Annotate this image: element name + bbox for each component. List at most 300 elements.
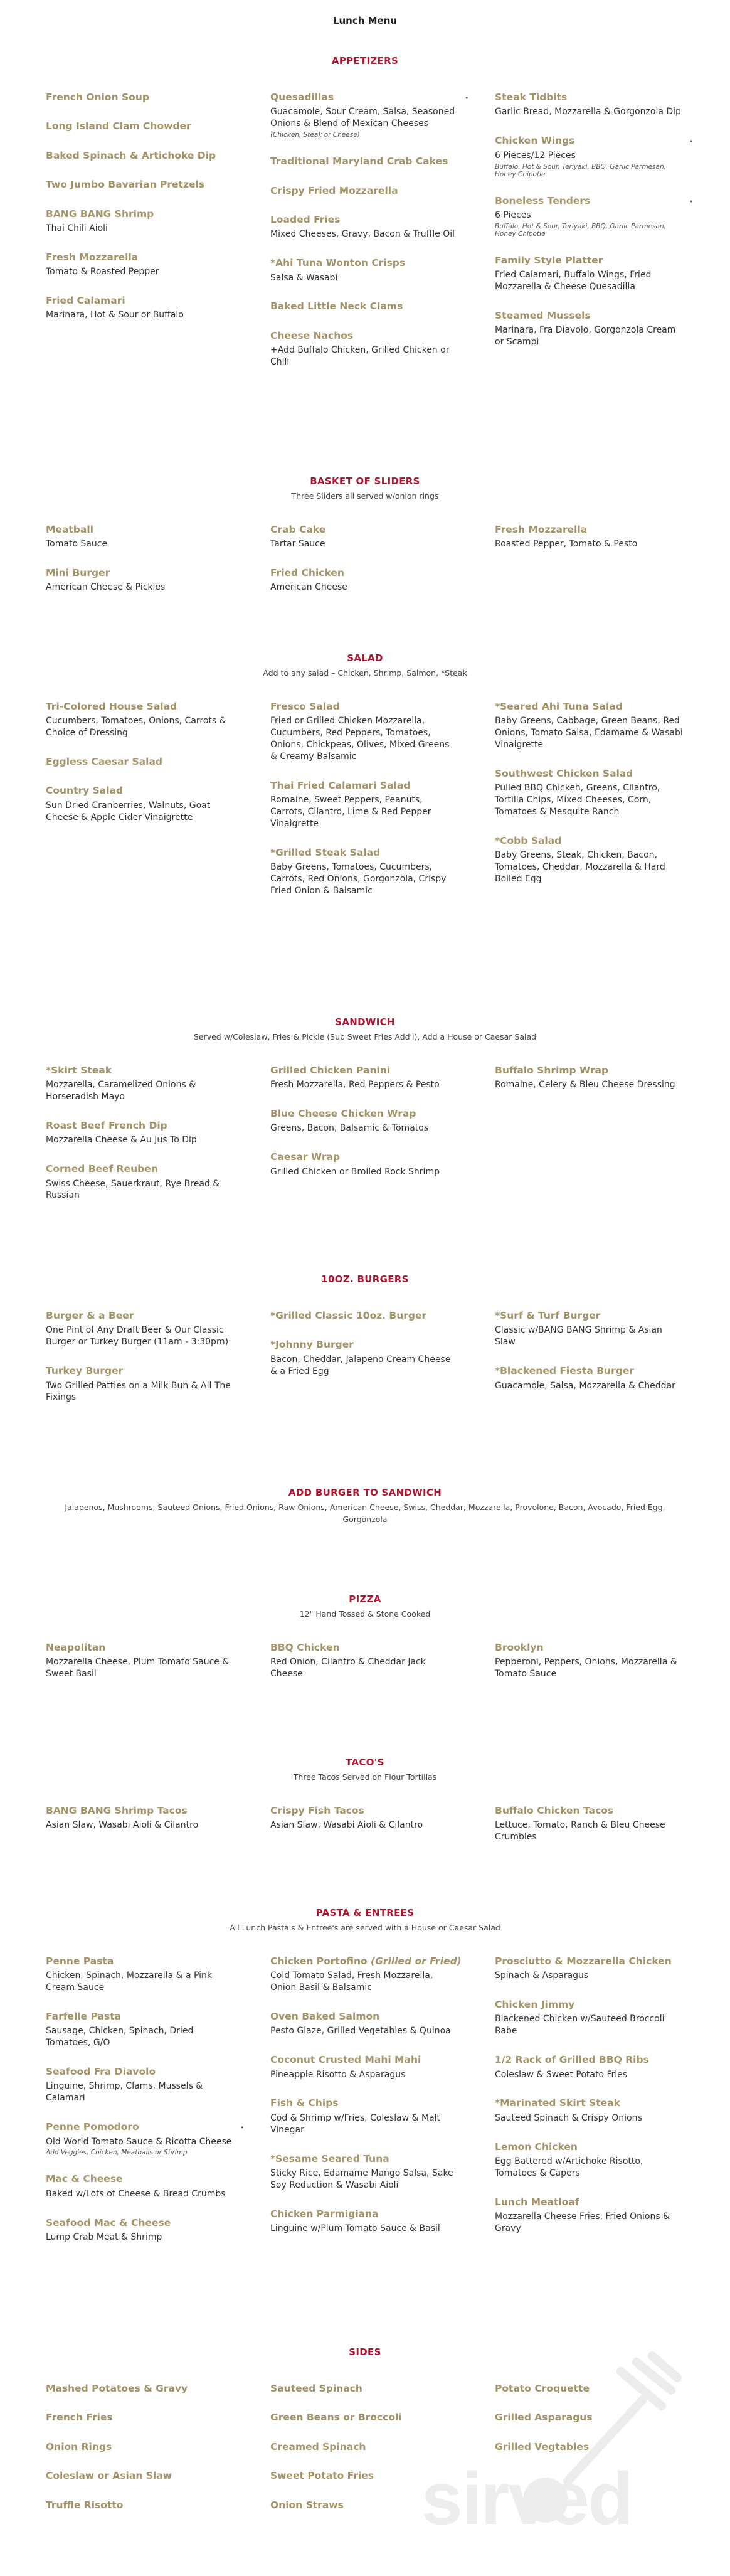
item-name	[46, 2499, 270, 2511]
item-name-text: Neapolitan	[46, 1641, 106, 1653]
item-description: Spinach & Asparagus	[495, 1971, 589, 1981]
menu-item	[495, 1642, 683, 1680]
menu-item	[46, 2383, 270, 2395]
item-name-text: Burger & a Beer	[46, 1310, 134, 1321]
menu-item	[270, 1956, 495, 1994]
item-description: Asian Slaw, Wasabi Aioli & Cilantro	[270, 1820, 423, 1831]
menu-item	[270, 2208, 495, 2235]
menu-column	[46, 1956, 270, 2260]
item-name	[46, 150, 270, 162]
menu-item	[46, 2173, 270, 2200]
item-name-text: Chicken Wings	[495, 135, 575, 147]
item-description: Garlic Bread, Mozzarella & Gorgonzola Dip	[495, 107, 681, 117]
menu-item	[270, 156, 495, 168]
item-name-text: Prosciutto & Mozzarella Chicken	[495, 1955, 672, 1967]
item-name	[495, 1805, 683, 1817]
menu-column	[46, 1642, 270, 1697]
item-name-text: Potato Croquette	[495, 2383, 590, 2394]
section-header	[0, 1594, 730, 1621]
item-description: Cucumbers, Tomatoes, Onions, Carrots & Choice of Dressing	[46, 716, 226, 738]
item-name	[46, 524, 270, 536]
menu-item	[495, 2196, 683, 2235]
menu-column	[46, 92, 270, 385]
item-name	[495, 1365, 683, 1377]
item-name	[495, 92, 683, 104]
section-pasta-entrees	[0, 1907, 730, 2260]
item-name	[495, 1999, 683, 2011]
item-name-text: Fried Chicken	[270, 567, 344, 579]
item-description: Marinara, Hot & Sour or Buffalo	[46, 310, 184, 321]
menu-column	[495, 1642, 683, 1697]
item-name	[495, 1310, 683, 1322]
item-columns	[46, 1956, 692, 2260]
item-name-text: Chicken Portofino	[270, 1955, 368, 1967]
item-name-text: Thai Fried Calamari Salad	[270, 779, 411, 791]
item-name	[270, 2208, 495, 2220]
menu-item	[46, 150, 270, 162]
menu-item	[46, 2441, 270, 2453]
section-taco-s	[0, 1757, 730, 1860]
section-basket-of-sliders	[0, 476, 730, 610]
item-name-text: Family Style Platter	[495, 254, 603, 266]
item-name-text: Coconut Crusted Mahi Mahi	[270, 2054, 421, 2066]
item-description: Sausage, Chicken, Spinach, Dried Tomatoes, G/O	[46, 2026, 194, 2048]
menu-item	[46, 179, 270, 191]
item-description: Mozzarella Cheese & Au Jus To Dip	[46, 1135, 197, 1146]
menu-item	[270, 185, 495, 197]
item-description: Sun Dried Cranberries, Walnuts, Goat Cheese & Apple Cider Vinaigrette	[46, 800, 211, 822]
section-add-burger-to-sandwich	[0, 1487, 730, 1547]
item-name	[46, 1642, 270, 1654]
menu-item	[46, 701, 270, 739]
item-description: One Pint of Any Draft Beer & Our Classic Burger or Turkey Burger (11am - 3:30pm)	[46, 1325, 229, 1348]
item-description: Pesto Glaze, Grilled Vegetables & Quinoa	[270, 2026, 451, 2036]
menu-column	[270, 92, 495, 385]
menu-item	[495, 255, 683, 293]
item-name-text: BANG BANG Shrimp Tacos	[46, 1804, 188, 1816]
item-name	[46, 1956, 270, 1967]
item-name-text: Southwest Chicken Salad	[495, 767, 633, 779]
item-description: Chicken, Spinach, Mozzarella & a Pink Cream Sauce	[46, 1971, 213, 1993]
item-description: 6 Pieces	[495, 210, 531, 220]
item-description: Cod & Shrimp w/Fries, Coleslaw & Malt Vinegar	[270, 2112, 440, 2135]
item-name	[270, 1108, 495, 1120]
menu-item	[46, 295, 270, 321]
item-name-text: Loaded Fries	[270, 213, 341, 225]
item-name	[270, 524, 495, 536]
item-description: Fried Calamari, Buffalo Wings, Fried Mozzarella & Cheese Quesadilla	[495, 270, 652, 292]
menu-item	[270, 524, 495, 550]
menu-item	[495, 2141, 683, 2179]
item-description: +Add Buffalo Chicken, Grilled Chicken or Chili	[270, 345, 450, 368]
item-name	[46, 756, 270, 768]
menu-item	[495, 135, 694, 178]
menu-item	[495, 1065, 683, 1091]
menu-item	[495, 1365, 683, 1392]
menu-item	[270, 1339, 495, 1377]
menu-item	[270, 330, 495, 368]
item-columns	[46, 524, 692, 611]
item-name	[270, 1956, 495, 1967]
item-description: Coleslaw & Sweet Potato Fries	[495, 2069, 628, 2080]
item-note: Add Veggies, Chicken, Meatballs or Shrimp	[46, 2149, 188, 2157]
item-name-text: 1/2 Rack of Grilled BBQ Ribs	[495, 2054, 649, 2066]
item-name	[270, 185, 495, 197]
item-name-text: Lemon Chicken	[495, 2141, 578, 2153]
item-description: Pineapple Risotto & Asparagus	[270, 2069, 406, 2080]
item-name	[46, 179, 270, 191]
item-name	[270, 1339, 495, 1351]
item-name	[46, 295, 270, 307]
item-name	[270, 301, 495, 312]
item-description: Baby Greens, Steak, Chicken, Bacon, Tomatoes, Cheddar, Mozzarella & Hard Boiled Egg	[495, 850, 665, 884]
section-header	[0, 55, 730, 67]
item-name	[495, 2097, 683, 2109]
menu-item	[46, 1310, 270, 1348]
section-sandwich	[0, 1016, 730, 1218]
item-description: Lump Crab Meat & Shrimp	[46, 2232, 162, 2243]
item-columns	[46, 1310, 692, 1420]
item-description: Pulled BBQ Chicken, Greens, Cilantro, Tortilla Chips, Mixed Cheeses, Corn, Tomatoes & Mesquite Ranch	[495, 783, 660, 817]
item-name	[270, 2011, 495, 2023]
item-description: Lettuce, Tomato, Ranch & Bleu Cheese Crumbles	[495, 1820, 665, 1843]
item-name-text: Oven Baked Salmon	[270, 2010, 380, 2022]
item-description: Linguine, Shrimp, Clams, Mussels & Calamari	[46, 2081, 203, 2104]
item-name-text: *Marinated Skirt Steak	[495, 2097, 620, 2109]
item-description: Bacon, Cheddar, Jalapeno Cream Cheese & a Fried Egg	[270, 1354, 451, 1376]
menu-column	[495, 1956, 683, 2260]
menu-item	[270, 701, 495, 763]
section-subtitle: Served w/Coleslaw, Fries & Pickle (Sub Sweet Fries Add'l), Add a House or Caesar Salad	[193, 1032, 537, 1041]
item-name-text: Grilled Vegtables	[495, 2440, 590, 2452]
item-name-text: Seafood Mac & Cheese	[46, 2217, 171, 2228]
item-description: Mixed Cheeses, Gravy, Bacon & Truffle Oil	[270, 229, 455, 240]
item-name-text: Buffalo Shrimp Wrap	[495, 1064, 609, 1076]
bullet-mark: •	[240, 2124, 245, 2132]
item-name-text: Turkey Burger	[46, 1365, 124, 1377]
item-description: Mozzarella, Caramelized Onions & Horseradish Mayo	[46, 1080, 196, 1102]
section-header	[0, 1757, 730, 1784]
menu-item	[270, 780, 495, 830]
item-description: Sauteed Spinach & Crispy Onions	[495, 2112, 642, 2123]
menu-item	[46, 785, 270, 823]
item-name-text: *Skirt Steak	[46, 1064, 112, 1076]
section-title: SALAD	[347, 652, 383, 664]
item-name-text: French Fries	[46, 2412, 113, 2424]
item-name-text: Penne Pasta	[46, 1955, 114, 1967]
item-name-text: Crispy Fried Mozzarella	[270, 184, 398, 196]
section-title: 10OZ. BURGERS	[321, 1274, 409, 1285]
section-title: SANDWICH	[335, 1016, 395, 1028]
item-name-text: French Onion Soup	[46, 92, 149, 103]
menu-item	[46, 2470, 270, 2482]
item-name-text: *Seared Ahi Tuna Salad	[495, 700, 623, 712]
menu-item	[46, 2217, 270, 2243]
menu-item	[270, 2054, 495, 2080]
item-name-text: Lunch Meatloaf	[495, 2196, 579, 2208]
item-description: Guacamole, Sour Cream, Salsa, Seasoned Onions & Blend of Mexican Cheeses	[270, 107, 455, 129]
item-name	[270, 701, 495, 713]
item-description: Mozzarella Cheese Fries, Fried Onions & Gravy	[495, 2211, 670, 2234]
menu-item	[46, 1365, 270, 1403]
item-name-text: Corned Beef Reuben	[46, 1163, 158, 1175]
item-description: Greens, Bacon, Balsamic & Tomatos	[270, 1123, 429, 1134]
section-subtitle: All Lunch Pasta's & Entree's are served with a House or Caesar Salad	[230, 1923, 500, 1932]
menu-item	[46, 1120, 270, 1146]
item-name-text: *Surf & Turf Burger	[495, 1310, 601, 1321]
section-subtitle: 12" Hand Tossed & Stone Cooked	[299, 1609, 431, 1619]
menu-column	[46, 1805, 270, 1860]
item-name	[46, 252, 270, 263]
item-name-text: Country Salad	[46, 785, 124, 797]
item-name-text: Baked Little Neck Clams	[270, 301, 403, 312]
item-name	[46, 2066, 270, 2078]
section-subtitle: Jalapenos, Mushrooms, Sauteed Onions, Fried Onions, Raw Onions, American Cheese, Swiss, Cheddar, Mozzarella, Provolone, Bacon, Avocado, Fried Egg, Gorgonzola	[65, 1503, 665, 1524]
menu-item	[495, 2054, 683, 2080]
menu-column	[46, 2383, 270, 2528]
item-name-text: Chicken Parmigiana	[270, 2208, 379, 2220]
item-description: Swiss Cheese, Sauerkraut, Rye Bread & Russian	[46, 1178, 220, 1201]
menu-column	[495, 1310, 683, 1420]
menu-item	[46, 2121, 270, 2156]
item-name-text: BANG BANG Shrimp	[46, 208, 154, 220]
item-name-text: Steak Tidbits	[495, 92, 568, 103]
item-name	[270, 92, 495, 104]
item-name-text: Seafood Fra Diavolo	[46, 2066, 156, 2078]
menu-column	[46, 524, 270, 611]
bullet-mark: •	[465, 94, 469, 102]
menu-column	[270, 1956, 495, 2260]
item-name	[495, 310, 683, 322]
item-description: Sticky Rice, Edamame Mango Salsa, Sake Soy Reduction & Wasabi Aioli	[270, 2168, 453, 2190]
menu-item	[46, 567, 270, 593]
section-subtitle: Add to any salad – Chicken, Shrimp, Salmon, *Steak	[263, 668, 467, 678]
menu-column	[495, 1805, 683, 1860]
item-description: Cold Tomato Salad, Fresh Mozzarella, Onion Basil & Balsamic	[270, 1971, 433, 1993]
item-name	[270, 214, 495, 226]
menu-item	[270, 1642, 495, 1680]
item-name-text: Green Beans or Broccoli	[270, 2412, 402, 2424]
item-name	[270, 2054, 495, 2066]
item-name	[46, 2470, 270, 2482]
section-title: SIDES	[349, 2346, 381, 2358]
item-description: Baby Greens, Cabbage, Green Beans, Red Onions, Tomato Salsa, Edamame & Wasabi Vinaigrette	[495, 716, 683, 750]
item-name-text: Fish & Chips	[270, 2097, 339, 2109]
item-note: Buffalo, Hot & Sour, Teriyaki, BBQ, Garlic Parmesan, Honey Chipotle	[495, 222, 666, 238]
item-description: Tomato & Roasted Pepper	[46, 267, 159, 277]
item-description: Egg Battered w/Artichoke Risotto, Tomatoes & Capers	[495, 2156, 643, 2178]
item-name	[46, 2412, 270, 2424]
menu-item	[46, 92, 270, 104]
menu-item	[495, 835, 683, 885]
item-description: Romaine, Sweet Peppers, Peanuts, Carrots, Cilantro, Lime & Red Pepper Vinaigrette	[270, 795, 431, 829]
item-name	[270, 1151, 495, 1163]
menu-item	[46, 2066, 270, 2104]
bullet-mark: •	[689, 197, 694, 206]
item-name	[46, 2173, 270, 2185]
item-name-text: *Grilled Steak Salad	[270, 846, 381, 858]
item-name-text: *Sesame Seared Tuna	[270, 2153, 389, 2164]
menu-item	[270, 301, 495, 312]
page-title: Lunch Menu	[332, 15, 398, 26]
section-title: TACO'S	[346, 1757, 384, 1768]
menu-item	[495, 701, 683, 751]
item-name-text: Brooklyn	[495, 1641, 544, 1653]
menu-item	[270, 257, 495, 284]
menu-item	[46, 1065, 270, 1103]
item-name-text: Fried Calamari	[46, 295, 125, 307]
item-name	[495, 768, 683, 780]
item-columns	[46, 1065, 692, 1219]
item-description: 6 Pieces/12 Pieces	[495, 150, 576, 161]
item-name-text: Two Jumbo Bavarian Pretzels	[46, 179, 205, 191]
menu-item	[46, 208, 270, 235]
menu-item	[495, 1956, 683, 1982]
menu-item	[46, 1163, 270, 1201]
item-name	[270, 156, 495, 168]
item-name	[495, 255, 683, 267]
item-name	[46, 92, 270, 104]
item-name	[46, 1805, 270, 1817]
item-name-text: Sweet Potato Fries	[270, 2470, 374, 2482]
menu-column	[270, 701, 495, 914]
menu-item	[46, 756, 270, 768]
item-name	[495, 2196, 683, 2208]
item-name	[495, 2141, 683, 2153]
section-header	[0, 1487, 730, 1526]
item-description: Fried or Grilled Chicken Mozzarella, Cucumbers, Red Peppers, Tomatoes, Onions, Chickpeas, Olives, Mixed Greens & Creamy Balsamic	[270, 716, 450, 762]
item-name-text: Chicken Jimmy	[495, 1999, 575, 2011]
item-columns	[46, 701, 692, 914]
item-description: Salsa & Wasabi	[270, 272, 338, 283]
item-name-text: Baked Spinach & Artichoke Dip	[46, 149, 216, 161]
item-name	[270, 847, 495, 859]
item-name-text: Onion Rings	[46, 2440, 112, 2452]
item-name	[46, 567, 270, 579]
menu-item	[46, 2412, 270, 2424]
item-name-text: Buffalo Chicken Tacos	[495, 1804, 614, 1816]
item-name-text: Grilled Asparagus	[495, 2412, 593, 2424]
item-description: Tomato Sauce	[46, 539, 108, 550]
item-name-text: Farfelle Pasta	[46, 2010, 122, 2022]
item-name	[270, 2097, 495, 2109]
item-name-text: Fresh Mozzarella	[46, 251, 139, 263]
item-name	[46, 1365, 270, 1377]
menu-item	[495, 768, 683, 818]
item-name	[495, 1956, 683, 1967]
item-name	[46, 1120, 270, 1132]
section-header	[0, 476, 730, 503]
section-salad	[0, 652, 730, 914]
menu-item	[46, 2011, 270, 2049]
item-name-text: Mini Burger	[46, 567, 110, 579]
item-note: (Chicken, Steak or Cheese)	[270, 131, 360, 139]
menu-item	[495, 1805, 683, 1843]
item-name-text: Meatball	[46, 523, 93, 535]
item-name	[495, 195, 683, 207]
item-name-text: Sauteed Spinach	[270, 2383, 362, 2394]
item-name-text: Fresco Salad	[270, 700, 340, 712]
item-name-text: Caesar Wrap	[270, 1151, 341, 1163]
menu-item	[46, 2499, 270, 2511]
item-name-text: Tri-Colored House Salad	[46, 700, 177, 712]
section-title: PIZZA	[349, 1594, 381, 1605]
menu-column	[46, 1065, 270, 1219]
menu-column	[495, 701, 683, 914]
item-name-text: *Grilled Classic 10oz. Burger	[270, 1310, 427, 1321]
menu-column	[46, 701, 270, 914]
item-name	[46, 701, 270, 713]
item-description: Pepperoni, Peppers, Onions, Mozzarella & Tomato Sauce	[495, 1657, 677, 1679]
menu-column	[495, 92, 694, 385]
menu-item	[270, 1805, 495, 1831]
item-name-text: *Cobb Salad	[495, 834, 562, 846]
item-name-text: Mashed Potatoes & Gravy	[46, 2383, 188, 2394]
section-title: ADD BURGER TO SANDWICH	[288, 1487, 442, 1498]
menu-item	[46, 120, 270, 132]
item-description: Roasted Pepper, Tomato & Pesto	[495, 539, 638, 550]
item-description: Baby Greens, Tomatoes, Cucumbers, Carrots, Red Onions, Gorgonzola, Crispy Fried Onion & Balsamic	[270, 862, 447, 896]
section-title: BASKET OF SLIDERS	[310, 476, 420, 487]
menu-column	[495, 1065, 683, 1219]
section-appetizers	[0, 55, 730, 385]
item-name-text: BBQ Chicken	[270, 1641, 340, 1653]
item-name	[270, 567, 495, 579]
item-name	[46, 785, 270, 797]
item-name	[270, 1805, 495, 1817]
menu-item	[270, 1151, 495, 1178]
item-name	[495, 2054, 683, 2066]
item-name	[495, 135, 683, 147]
item-name-text: Boneless Tenders	[495, 194, 591, 206]
item-description: Red Onion, Cilantro & Cheddar Jack Cheese	[270, 1657, 426, 1679]
item-note: Buffalo, Hot & Sour, Teriyaki, BBQ, Garlic Parmesan, Honey Chipotle	[495, 162, 666, 178]
item-description: American Cheese	[270, 582, 347, 593]
section-header	[0, 1016, 730, 1043]
menu-item	[270, 214, 495, 240]
bullet-mark: •	[689, 137, 694, 146]
menu-item	[495, 92, 683, 118]
item-name-text: Blue Cheese Chicken Wrap	[270, 1108, 416, 1120]
item-name	[495, 1065, 683, 1077]
item-name	[46, 1310, 270, 1322]
item-name-text: Creamed Spinach	[270, 2440, 366, 2452]
item-name	[270, 1642, 495, 1654]
item-description: Linguine w/Plum Tomato Sauce & Basil	[270, 2223, 440, 2234]
item-description: Two Grilled Patties on a Milk Bun & All The Fixings	[46, 1380, 231, 1403]
item-columns	[46, 1805, 692, 1860]
menu-item	[46, 1642, 270, 1680]
item-name-suffix: (Grilled or Fried)	[371, 1955, 462, 1967]
item-name-text: Steamed Mussels	[495, 309, 591, 321]
menu-item	[495, 1310, 683, 1348]
menu-item	[270, 2097, 495, 2136]
item-name	[46, 1163, 270, 1175]
section-title: PASTA & ENTREES	[315, 1907, 415, 1919]
menu-column	[46, 1310, 270, 1420]
item-name	[46, 2121, 270, 2133]
item-name-text: Eggless Caesar Salad	[46, 755, 163, 767]
menu-column	[270, 1310, 495, 1420]
item-name-text: Coleslaw or Asian Slaw	[46, 2470, 172, 2482]
item-name	[270, 257, 495, 269]
item-name-text: Penne Pomodoro	[46, 2121, 139, 2133]
item-description: Thai Chili Aioli	[46, 223, 108, 233]
item-name	[46, 208, 270, 220]
menu-item	[46, 252, 270, 278]
item-name-text: Grilled Chicken Panini	[270, 1064, 391, 1076]
item-name	[270, 330, 495, 342]
